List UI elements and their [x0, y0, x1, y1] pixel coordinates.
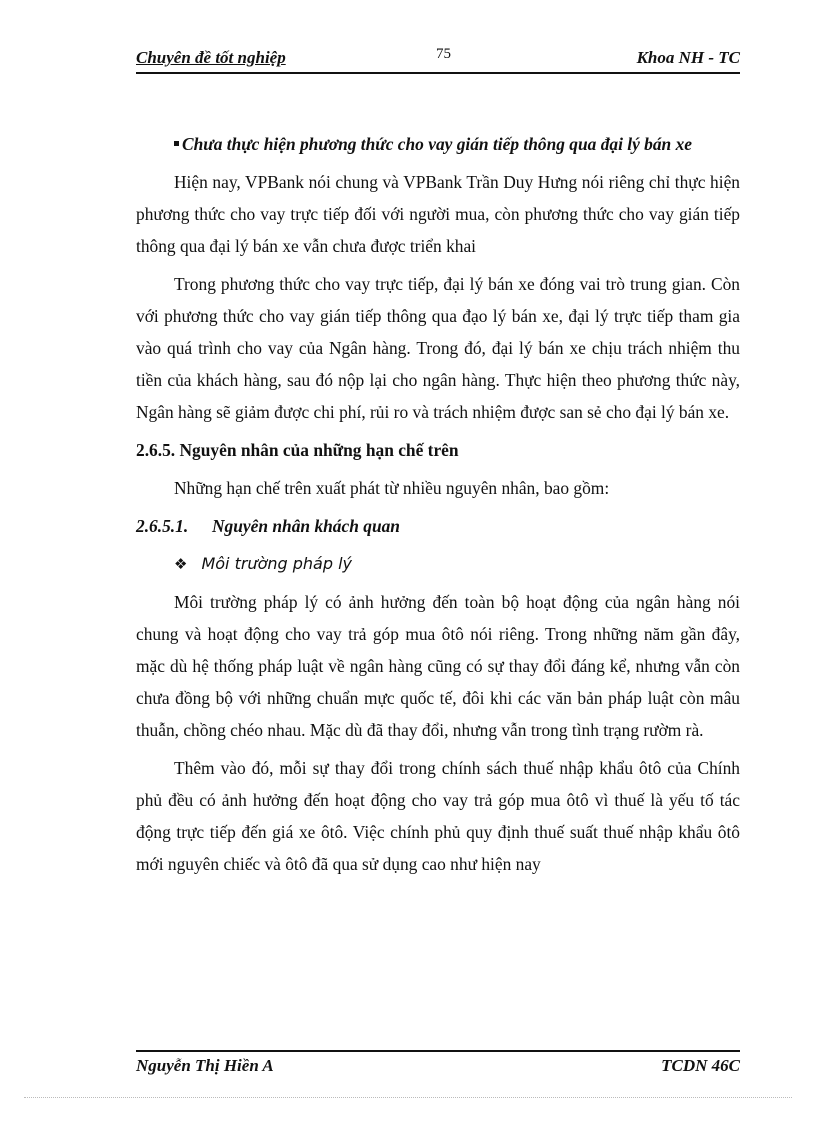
- page-footer: [136, 1054, 740, 1080]
- paragraph-4: Môi trường pháp lý có ảnh hưởng đến toàn bộ hoạt động của ngân hàng nói chung và hoạt động cho vay trả góp mua ôtô nói riêng. Trong những năm gần đây, mặc dù hệ thống pháp luật về ngân hàng cũng có sự thay đổi đáng kể, nhưng vẫn còn chưa đồng bộ với những chuẩn mực quốc tế, đôi khi các văn bản pháp luật còn mâu thuẫn, chồng chéo nhau. Mặc dù đã thay đổi, nhưng vẫn trong tình trạng rườm rà.: [136, 592, 740, 740]
- section-bullet-title-text: Chưa thực hiện phương thức cho vay gián tiếp thông qua đại lý bán xe: [182, 134, 692, 154]
- heading-title: Nguyên nhân khách quan: [212, 516, 400, 536]
- paragraph-2: Trong phương thức cho vay trực tiếp, đại lý bán xe đóng vai trò trung gian. Còn với phương thức cho vay gián tiếp thông qua đạo lý bán xe, đại lý trực tiếp tham gia vào quá trình cho vay của Ngân hàng. Trong đó, đại lý bán xe chịu trách nhiệm thu tiền của khách hàng, sau đó nộp lại cho ngân hàng. Thực hiện theo phương thức này, Ngân hàng sẽ giảm được chi phí, rủi ro và trách nhiệm được san sẻ cho đại lý bán xe.: [136, 274, 740, 422]
- footer-author: Nguyễn Thị Hiền A: [136, 1056, 274, 1075]
- paragraph-5: Thêm vào đó, mỗi sự thay đổi trong chính sách thuế nhập khẩu ôtô của Chính phủ đều có ảnh hưởng đến hoạt động cho vay trả góp mua ôtô vì thuế là yếu tố tác động trực tiếp đến giá xe ôtô. Việc chính phủ quy định thuế suất thuế nhập khẩu ôtô mới nguyên chiếc và ôtô đã qua sử dụng cao như hiện nay: [136, 758, 740, 874]
- subitem-label: Môi trường pháp lý: [201, 554, 352, 573]
- page-edge-dotted-line: [24, 1097, 792, 1098]
- heading-number: 2.6.5.1.: [136, 516, 189, 536]
- page-header: [136, 46, 740, 72]
- paragraph-1: Hiện nay, VPBank nói chung và VPBank Trần Duy Hưng nói riêng chỉ thực hiện phương thức cho vay trực tiếp đối với người mua, còn phương thức cho vay gián tiếp thông qua đại lý bán xe vẫn chưa được triển khai: [136, 172, 740, 256]
- paragraph-3: Những hạn chế trên xuất phát từ nhiều nguyên nhân, bao gồm:: [174, 478, 610, 498]
- square-bullet-icon: [174, 141, 179, 146]
- footer-class: TCDN 46C: [661, 1056, 740, 1075]
- header-department: Khoa NH - TC: [636, 48, 740, 67]
- header-rule: [136, 72, 740, 74]
- heading-2-6-5: 2.6.5. Nguyên nhân của những hạn chế trên: [136, 440, 459, 460]
- page-number: 75: [436, 46, 451, 62]
- footer-rule: [136, 1050, 740, 1052]
- subitem-legal-environment: [136, 548, 740, 580]
- page-body: [136, 128, 740, 880]
- section-bullet-title: [136, 128, 740, 160]
- header-document-type: Chuyên đề tốt nghiệp: [136, 48, 286, 67]
- diamond-bullet-icon: ❖: [174, 555, 188, 573]
- heading-2-6-5-1: [136, 510, 740, 542]
